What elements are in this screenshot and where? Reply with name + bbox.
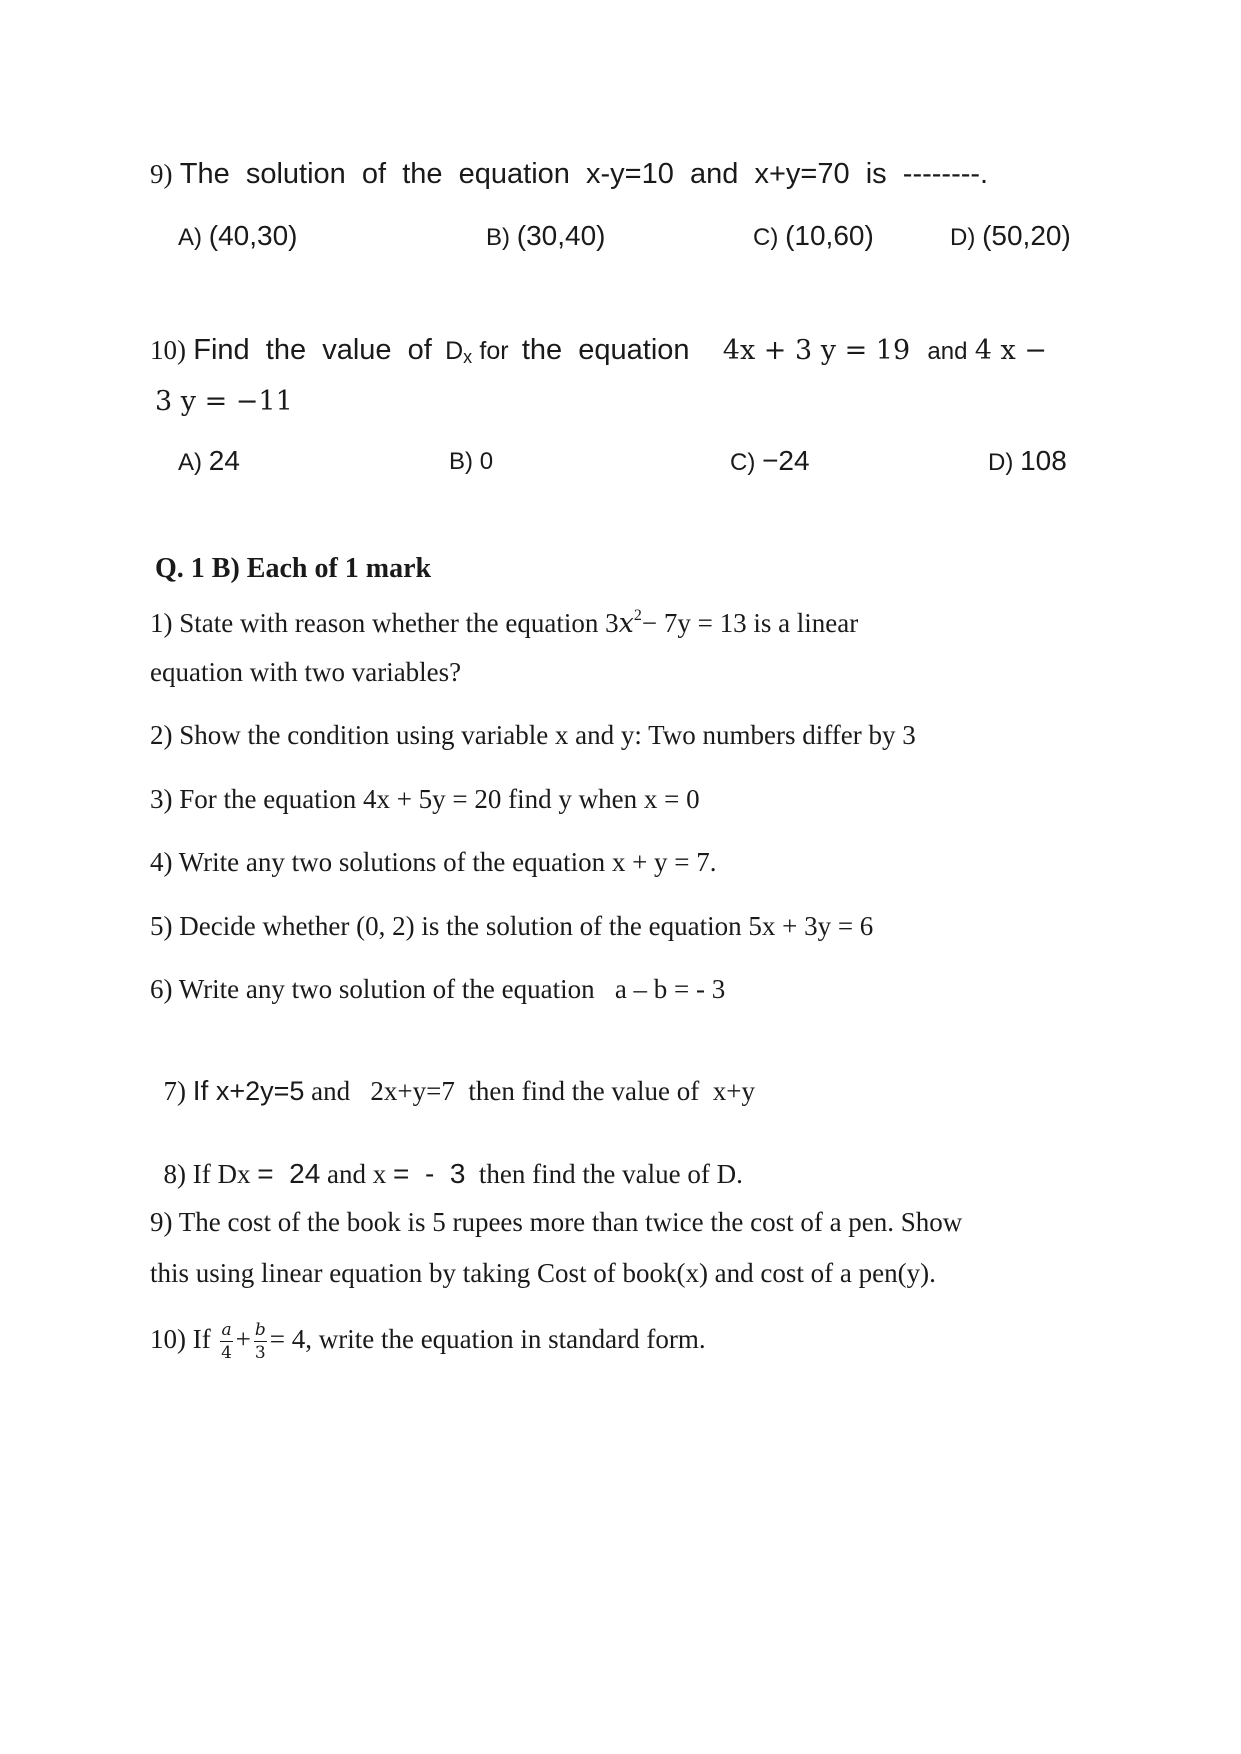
item-6: 6) Write any two solution of the equation a – b = - 3	[150, 974, 726, 1004]
q9-text: The solution of the equation x-y=10 and x+y=70 is --------.	[179, 158, 989, 190]
q9-option-a: A) (40,30)	[178, 220, 298, 251]
item-9-line-2: this using linear equation by taking Cost of book(x) and cost of a pen(y).	[150, 1258, 936, 1288]
q9-option-d: D) (50,20)	[950, 220, 1071, 251]
q10-text-for: for	[479, 337, 509, 365]
q10-text-b: the equation	[521, 334, 690, 366]
item-8: 8) If Dx = 24 and x = - 3 then find the value of D.	[163, 1158, 743, 1189]
q10-option-d: D) 108	[988, 445, 1067, 476]
item-5: 5) Decide whether (0, 2) is the solution of the equation 5x + 3y = 6	[150, 911, 874, 941]
q10-option-c: C) −24	[730, 445, 810, 476]
section-heading: Q. 1 B) Each of 1 mark	[155, 553, 432, 584]
q10-dx: Dx	[445, 337, 473, 367]
fraction-b-over-3: $\frac{b}{3}$	[254, 1320, 266, 1363]
q9-option-c: C) (10,60)	[753, 220, 874, 251]
q10-eq2-start: 4 x −	[974, 335, 1047, 366]
item-1-line-2: equation with two variables?	[150, 657, 462, 687]
q10-option-b: B) 0	[449, 448, 494, 475]
fraction-a-over-4: $\frac{a}{4}$	[221, 1320, 232, 1363]
item-3: 3) For the equation 4x + 5y = 20 find y when x = 0	[150, 784, 700, 814]
item-1-line-1: 1) State with reason whether the equation $3x^2- 7y = 13$ is a linear	[150, 607, 859, 639]
q10-text-a: Find the value of	[193, 334, 432, 366]
q10-text-and: and	[927, 338, 968, 365]
item-9-line-1: 9) The cost of the book is 5 rupees more than twice the cost of a pen. Show	[150, 1207, 963, 1237]
q9-question	[150, 158, 988, 191]
q9-option-b: B) (30,40)	[486, 220, 606, 251]
q9-number: 9)	[150, 159, 173, 189]
item-2: 2) Show the condition using variable x and y: Two numbers differ by 3	[150, 720, 916, 750]
q10-option-a: A) 24	[178, 445, 240, 476]
q10-question	[150, 334, 1047, 368]
item-4: 4) Write any two solutions of the equation x + y = 7.	[150, 847, 717, 877]
item-7: 7) If x+2y=5 and 2x+y=7 then find the value of x+y	[163, 1075, 755, 1106]
q10-eq2-end: 3 y = −11	[155, 386, 293, 417]
q10-eq1: 4x + 3 y = 19	[722, 335, 911, 366]
item-10: 10) If $\frac{a}{4}$ + $\frac{b}{3}$ = 4, write the equation in standard form.	[150, 1320, 706, 1363]
q10-number: 10)	[150, 335, 186, 365]
